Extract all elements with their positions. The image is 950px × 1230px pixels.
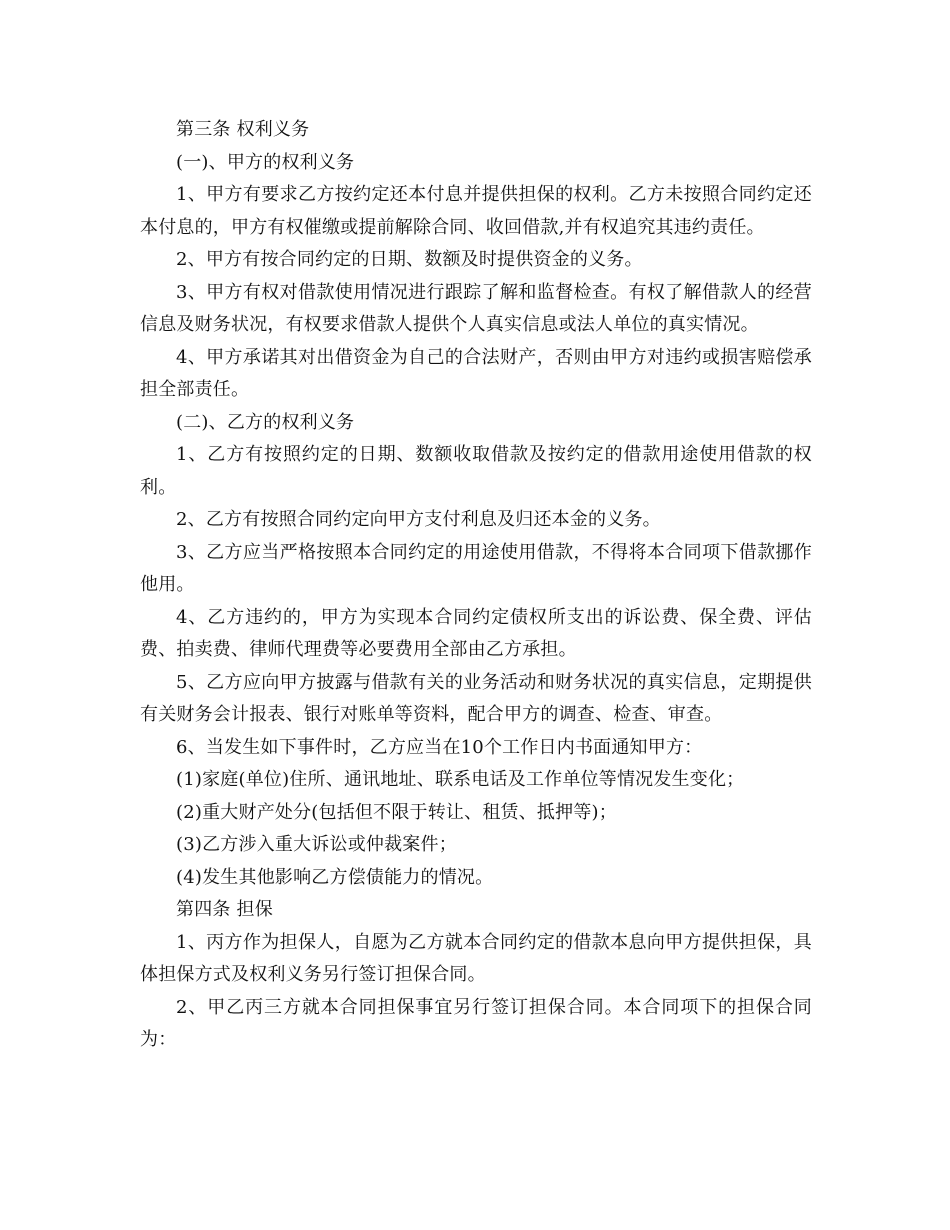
subsection-heading-party-b: (二)、乙方的权利义务 bbox=[176, 411, 355, 433]
list-item-b-6-4: (4)发生其他影响乙方偿债能力的情况。 bbox=[176, 866, 494, 888]
paragraph-b-2: 2、乙方有按照合同约定向甲方支付利息及归还本金的义务。 bbox=[176, 509, 661, 530]
paragraph-guarantee-2: 2、甲乙丙三方就本合同担保事宜另行签订担保合同。本合同项下的担保合同为： bbox=[140, 996, 812, 1050]
list-item-b-6-2: (2)重大财产处分(包括但不限于转让、租赁、抵押等)； bbox=[176, 801, 617, 823]
paragraph-guarantee-1: 1、丙方作为担保人，自愿为乙方就本合同约定的借款本息向甲方提供担保，具体担保方式及权利义务另行签订担保合同。 bbox=[140, 931, 812, 985]
paragraph-b-5: 5、乙方应向甲方披露与借款有关的业务活动和财务状况的真实信息，定期提供有关财务会计报表、银行对账单等资料，配合甲方的调查、检查、审查。 bbox=[140, 671, 812, 725]
list-item-b-6-3: (3)乙方涉入重大诉讼或仲裁案件； bbox=[176, 834, 457, 855]
paragraph-a-3: 3、甲方有权对借款使用情况进行跟踪了解和监督检查。有权了解借款人的经营信息及财务状况，有权要求借款人提供个人真实信息或法人单位的真实情况。 bbox=[140, 281, 812, 335]
document-body bbox=[140, 114, 812, 1057]
paragraph-b-6: 6、当发生如下事件时，乙方应当在10个工作日内书面通知甲方： bbox=[176, 736, 703, 758]
list-item-b-6-1: (1)家庭(单位)住所、通讯地址、联系电话及工作单位等情况发生变化； bbox=[176, 769, 745, 790]
subsection-heading-party-a: (一)、甲方的权利义务 bbox=[176, 151, 355, 173]
paragraph-b-3: 3、乙方应当严格按照本合同约定的用途使用借款，不得将本合同项下借款挪作他用。 bbox=[140, 541, 812, 595]
paragraph-a-2: 2、甲方有按合同约定的日期、数额及时提供资金的义务。 bbox=[176, 249, 643, 270]
section-heading-article-4: 第四条 担保 bbox=[176, 899, 273, 920]
paragraph-a-4: 4、甲方承诺其对出借资金为自己的合法财产，否则由甲方对违约或损害赔偿承担全部责任。 bbox=[140, 346, 812, 400]
section-heading-article-3: 第三条 权利义务 bbox=[176, 119, 310, 140]
paragraph-a-1: 1、甲方有要求乙方按约定还本付息并提供担保的权利。乙方未按照合同约定还本付息的，甲方有权催缴或提前解除合同、收回借款,并有权追究其违约责任。 bbox=[140, 184, 812, 238]
paragraph-b-4: 4、乙方违约的，甲方为实现本合同约定债权所支出的诉讼费、保全费、评估费、拍卖费、律师代理费等必要费用全部由乙方承担。 bbox=[140, 606, 812, 660]
paragraph-b-1: 1、乙方有按照约定的日期、数额收取借款及按约定的借款用途使用借款的权利。 bbox=[140, 444, 812, 498]
